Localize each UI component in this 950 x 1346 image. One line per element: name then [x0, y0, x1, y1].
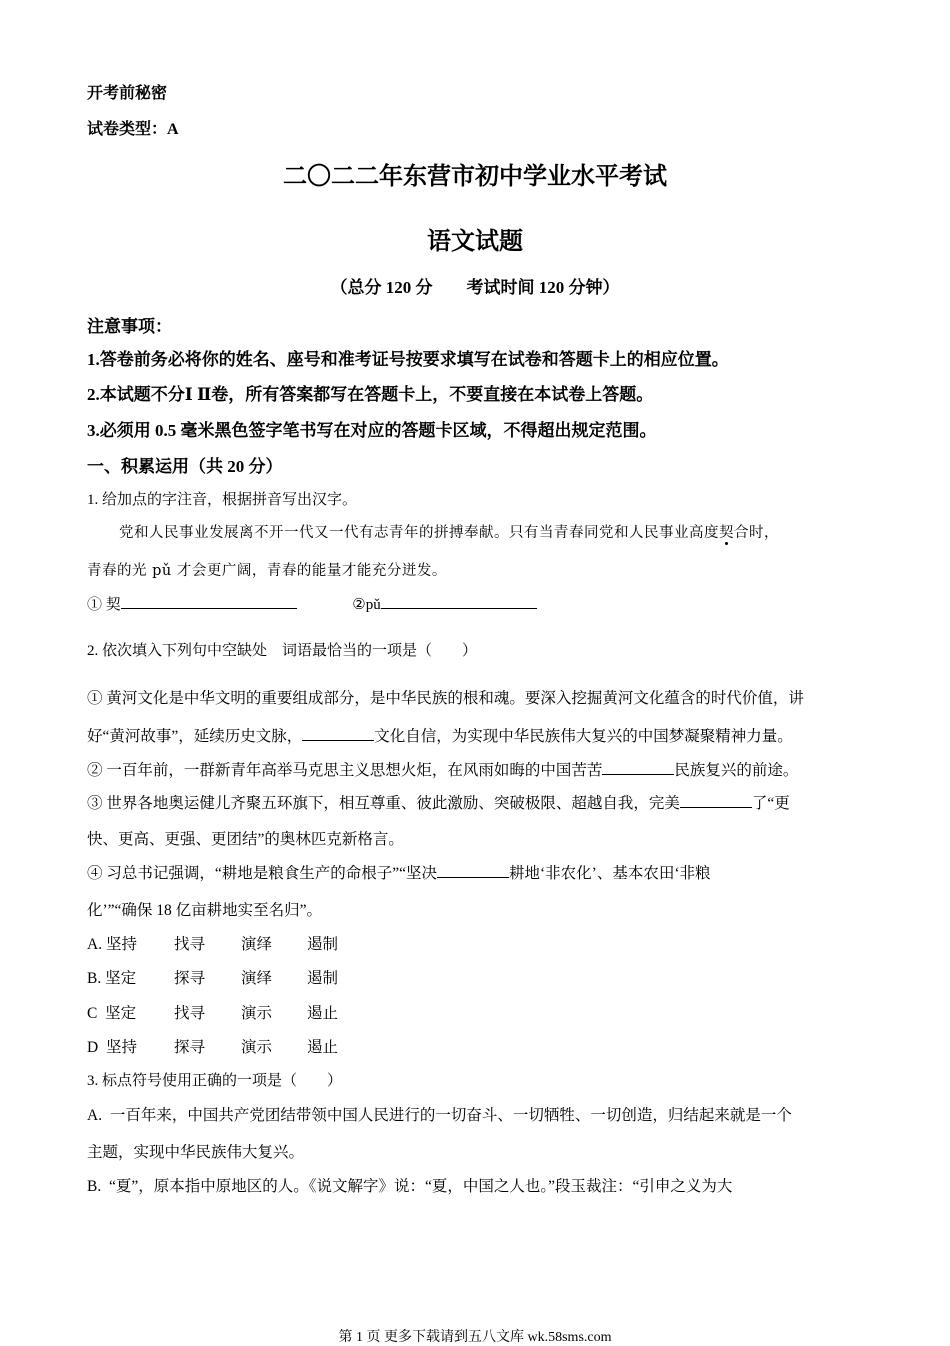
passage-line	[119, 521, 779, 542]
sentence-line	[87, 791, 790, 813]
note-item: 1.答卷前务必将你的姓名、座号和准考证号按要求填写在试卷和答题卡上的相应位置。	[87, 350, 729, 369]
blank-label: ① 契	[87, 597, 121, 613]
option-continuation: 主题，实现中华民族伟大复兴。	[87, 1144, 305, 1161]
answer-blanks-row	[87, 593, 537, 614]
sentence-line: 化’”“确保 18 亿亩耕地实至名归”。	[87, 902, 323, 919]
exam-subtitle: 语文试题	[427, 229, 523, 255]
note-item: 3.必须用 0.5 毫米黑色签字笔书写在对应的答题卡区域，不得超出规定范围。	[87, 421, 657, 440]
fill-blank	[302, 726, 374, 741]
section-heading: 一、积累运用（共 20 分）	[87, 457, 283, 476]
passage-text: 合时，	[734, 525, 779, 541]
option-word: 演绎	[241, 936, 273, 953]
passage-text: 党和人民事业发展离不开一代又一代有志青年的拼搏奉献。只有当青春同党和人民事业高度	[119, 525, 719, 541]
page-footer: 第 1 页 更多下载请到五八文库 wk.58sms.com	[338, 1330, 612, 1345]
option-word: 找寻	[174, 936, 206, 953]
sentence-text: ② 一百年前，一群新青年高举马克思主义思想火炬，在风雨如晦的中国苦苦	[87, 762, 603, 779]
choice-option-b[interactable]	[87, 966, 338, 988]
option-word: 遏制	[307, 970, 339, 987]
sentence-text: ④ 习总书记强调，“耕地是粮食生产的命根子”“坚决	[87, 865, 438, 882]
exam-title: 二〇二二年东营市初中学业水平考试	[283, 164, 667, 190]
choice-option-a[interactable]: A. 一百年来，中国共产党团结带领中国人民进行的一切奋斗、一切牺牲、一切创造，归结起来就是一个	[87, 1107, 792, 1124]
option-word: 找寻	[174, 1005, 206, 1022]
option-word: 探寻	[174, 1039, 206, 1056]
option-label: B. 坚定	[87, 970, 137, 987]
question-stem: 2. 依次填入下列句中空缺处 词语最恰当的一项是（ ）	[87, 643, 478, 659]
fill-blank	[437, 863, 509, 878]
option-label: D 坚持	[87, 1039, 137, 1056]
choice-option-d[interactable]	[87, 1035, 338, 1057]
option-word: 遏止	[307, 1039, 339, 1056]
option-word: 演示	[241, 1005, 273, 1022]
question-stem: 1. 给加点的字注音，根据拼音写出汉字。	[87, 492, 358, 508]
sentence-text: 好“黄河故事”，延续历史文脉，	[87, 728, 303, 745]
sentence-line	[87, 724, 793, 746]
dotted-char: 契	[719, 525, 734, 541]
option-label: C 坚定	[87, 1005, 137, 1022]
paper-type-label: 试卷类型：A	[87, 121, 179, 138]
option-word: 演示	[241, 1039, 273, 1056]
passage-line: 青春的光 pǔ 才会更广阔，青春的能量才能充分迸发。	[87, 563, 447, 579]
secret-label: 开考前秘密	[87, 85, 168, 102]
question-stem: 3. 标点符号使用正确的一项是（ ）	[87, 1073, 343, 1089]
option-word: 探寻	[174, 970, 206, 987]
sentence-text: 文化自信，为实现中华民族伟大复兴的中国梦凝聚精神力量。	[374, 728, 793, 745]
sentence-text: ③ 世界各地奥运健儿齐聚五环旗下，相互尊重、彼此激励、突破极限、超越自我，完美	[87, 795, 680, 812]
sentence-line	[87, 758, 798, 780]
notes-heading: 注意事项：	[87, 317, 172, 336]
score-info: （总分 120 分 考试时间 120 分钟）	[330, 278, 620, 297]
blank-label: ②pǔ	[352, 597, 381, 613]
sentence-line	[87, 861, 711, 883]
sentence-text: 民族复兴的前途。	[674, 762, 799, 779]
option-word: 遏制	[307, 936, 339, 953]
choice-option-c[interactable]	[87, 1001, 338, 1023]
sentence-text: 了“更	[751, 795, 790, 812]
choice-option-b[interactable]: B. “夏”，原本指中原地区的人。《说文解字》说：“夏，中国之人也。”段玉裁注：“引申之义为大	[87, 1178, 733, 1195]
sentence-text: 耕地‘非农化’、基本农田‘非粮	[509, 865, 711, 882]
sentence-line: ① 黄河文化是中华文明的重要组成部分，是中华民族的根和魂。要深入挖掘黄河文化蕴含的时代价值，讲	[87, 690, 804, 707]
choice-option-a[interactable]	[87, 932, 338, 954]
option-label: A. 坚持	[87, 936, 137, 953]
option-word: 遏止	[307, 1005, 339, 1022]
sentence-line: 快、更高、更强、更团结”的奥林匹克新格言。	[87, 831, 404, 848]
fill-blank	[602, 760, 674, 775]
answer-blank[interactable]	[121, 594, 297, 609]
answer-blank[interactable]	[381, 594, 537, 609]
option-word: 演绎	[241, 970, 273, 987]
fill-blank	[680, 793, 752, 808]
note-item: 2.本试题不分Ⅰ Ⅱ卷，所有答案都写在答题卡上，不要直接在本试卷上答题。	[87, 385, 654, 404]
